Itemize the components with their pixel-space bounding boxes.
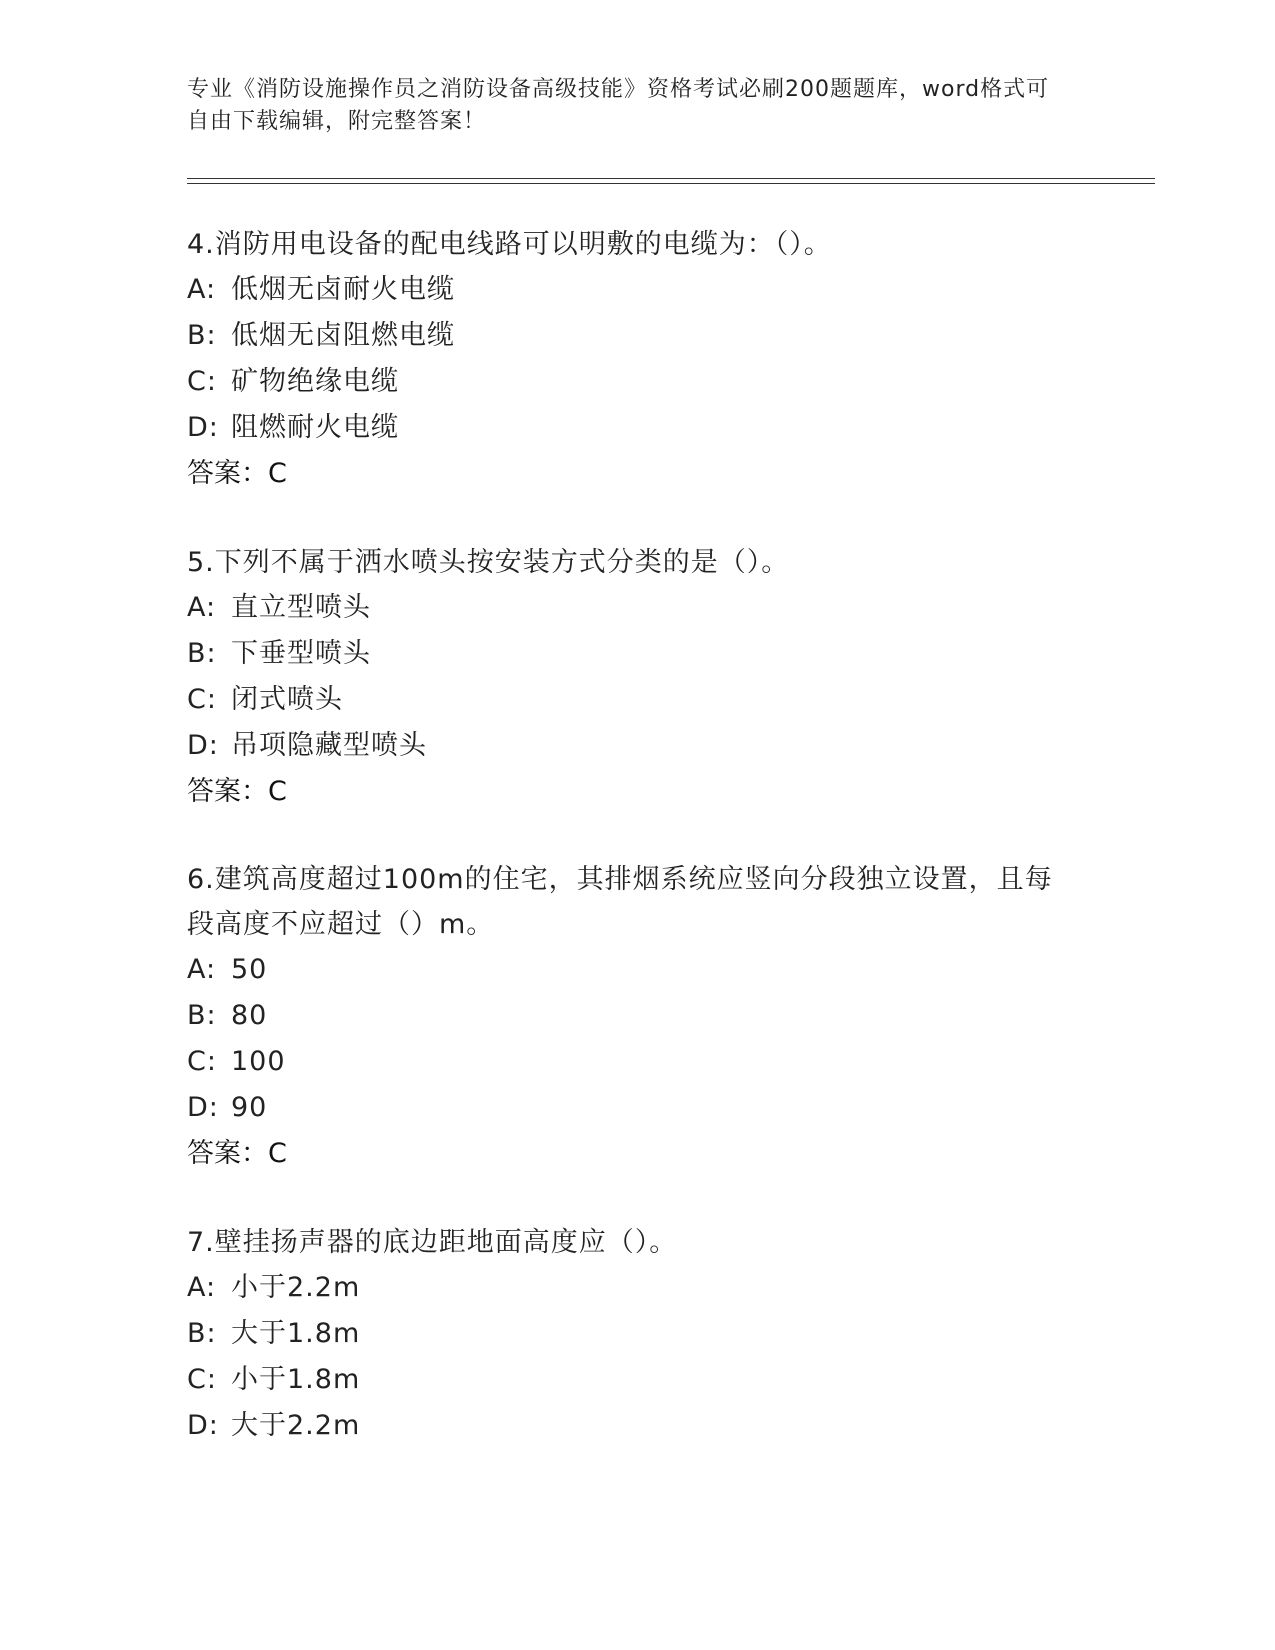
- option-letter: C:: [187, 684, 217, 715]
- answer-line: 答案：C: [187, 776, 287, 807]
- option-d: [187, 723, 1087, 769]
- question-5: [187, 540, 1087, 815]
- option-letter: C:: [187, 1046, 217, 1077]
- option-text: 闭式喷头: [231, 684, 343, 715]
- option-text: 矿物绝缘电缆: [231, 366, 399, 397]
- option-letter: C:: [187, 366, 217, 397]
- option-letter: D:: [187, 412, 219, 443]
- option-letter: B:: [187, 638, 217, 669]
- option-letter: A:: [187, 954, 217, 985]
- option-letter: D:: [187, 730, 219, 761]
- header-divider-top: [187, 178, 1155, 179]
- option-text: 小于1.8m: [231, 1364, 361, 1395]
- option-a: [187, 267, 1087, 313]
- header-divider-bottom: [187, 183, 1155, 184]
- option-a: [187, 1265, 1087, 1311]
- document-header: 专业《消防设施操作员之消防设备高级技能》资格考试必刷200题题库，word格式可自由下载编辑，附完整答案！: [187, 77, 1050, 134]
- option-d: [187, 1403, 1087, 1449]
- question-7: [187, 1220, 1087, 1449]
- option-letter: A:: [187, 274, 217, 305]
- question-stem: 5.下列不属于洒水喷头按安装方式分类的是（）。: [187, 547, 790, 578]
- option-c: [187, 677, 1087, 723]
- option-letter: B:: [187, 320, 217, 351]
- answer-line: 答案：C: [187, 1138, 287, 1169]
- option-a: [187, 947, 1087, 993]
- option-b: [187, 631, 1087, 677]
- option-d: [187, 1085, 1087, 1131]
- option-text: 大于1.8m: [231, 1318, 361, 1349]
- option-d: [187, 405, 1087, 451]
- option-c: [187, 1039, 1087, 1085]
- option-text: 吊项隐藏型喷头: [231, 730, 427, 761]
- question-stem: 7.壁挂扬声器的底边距地面高度应（）。: [187, 1227, 678, 1258]
- question-stem: 6.建筑高度超过100m的住宅，其排烟系统应竖向分段独立设置，且每段高度不应超过（）m。: [187, 864, 1053, 940]
- question-4: [187, 222, 1087, 497]
- option-letter: B:: [187, 1000, 217, 1031]
- question-6: [187, 857, 1087, 1177]
- option-b: [187, 1311, 1087, 1357]
- option-c: [187, 359, 1087, 405]
- option-c: [187, 1357, 1087, 1403]
- option-text: 阻燃耐火电缆: [231, 412, 399, 443]
- option-letter: D:: [187, 1092, 219, 1123]
- option-b: [187, 993, 1087, 1039]
- option-text: 100: [231, 1046, 286, 1077]
- option-a: [187, 585, 1087, 631]
- option-text: 50: [231, 954, 268, 985]
- option-text: 下垂型喷头: [231, 638, 371, 669]
- option-text: 80: [231, 1000, 268, 1031]
- option-b: [187, 313, 1087, 359]
- option-text: 大于2.2m: [231, 1410, 361, 1441]
- option-text: 直立型喷头: [231, 592, 371, 623]
- question-stem: 4.消防用电设备的配电线路可以明敷的电缆为：（）。: [187, 229, 832, 260]
- option-letter: B:: [187, 1318, 217, 1349]
- option-letter: A:: [187, 1272, 217, 1303]
- option-text: 90: [231, 1092, 268, 1123]
- option-letter: D:: [187, 1410, 219, 1441]
- option-letter: A:: [187, 592, 217, 623]
- answer-line: 答案：C: [187, 458, 287, 489]
- option-letter: C:: [187, 1364, 217, 1395]
- option-text: 低烟无卤耐火电缆: [231, 274, 455, 305]
- option-text: 低烟无卤阻燃电缆: [231, 320, 455, 351]
- option-text: 小于2.2m: [231, 1272, 361, 1303]
